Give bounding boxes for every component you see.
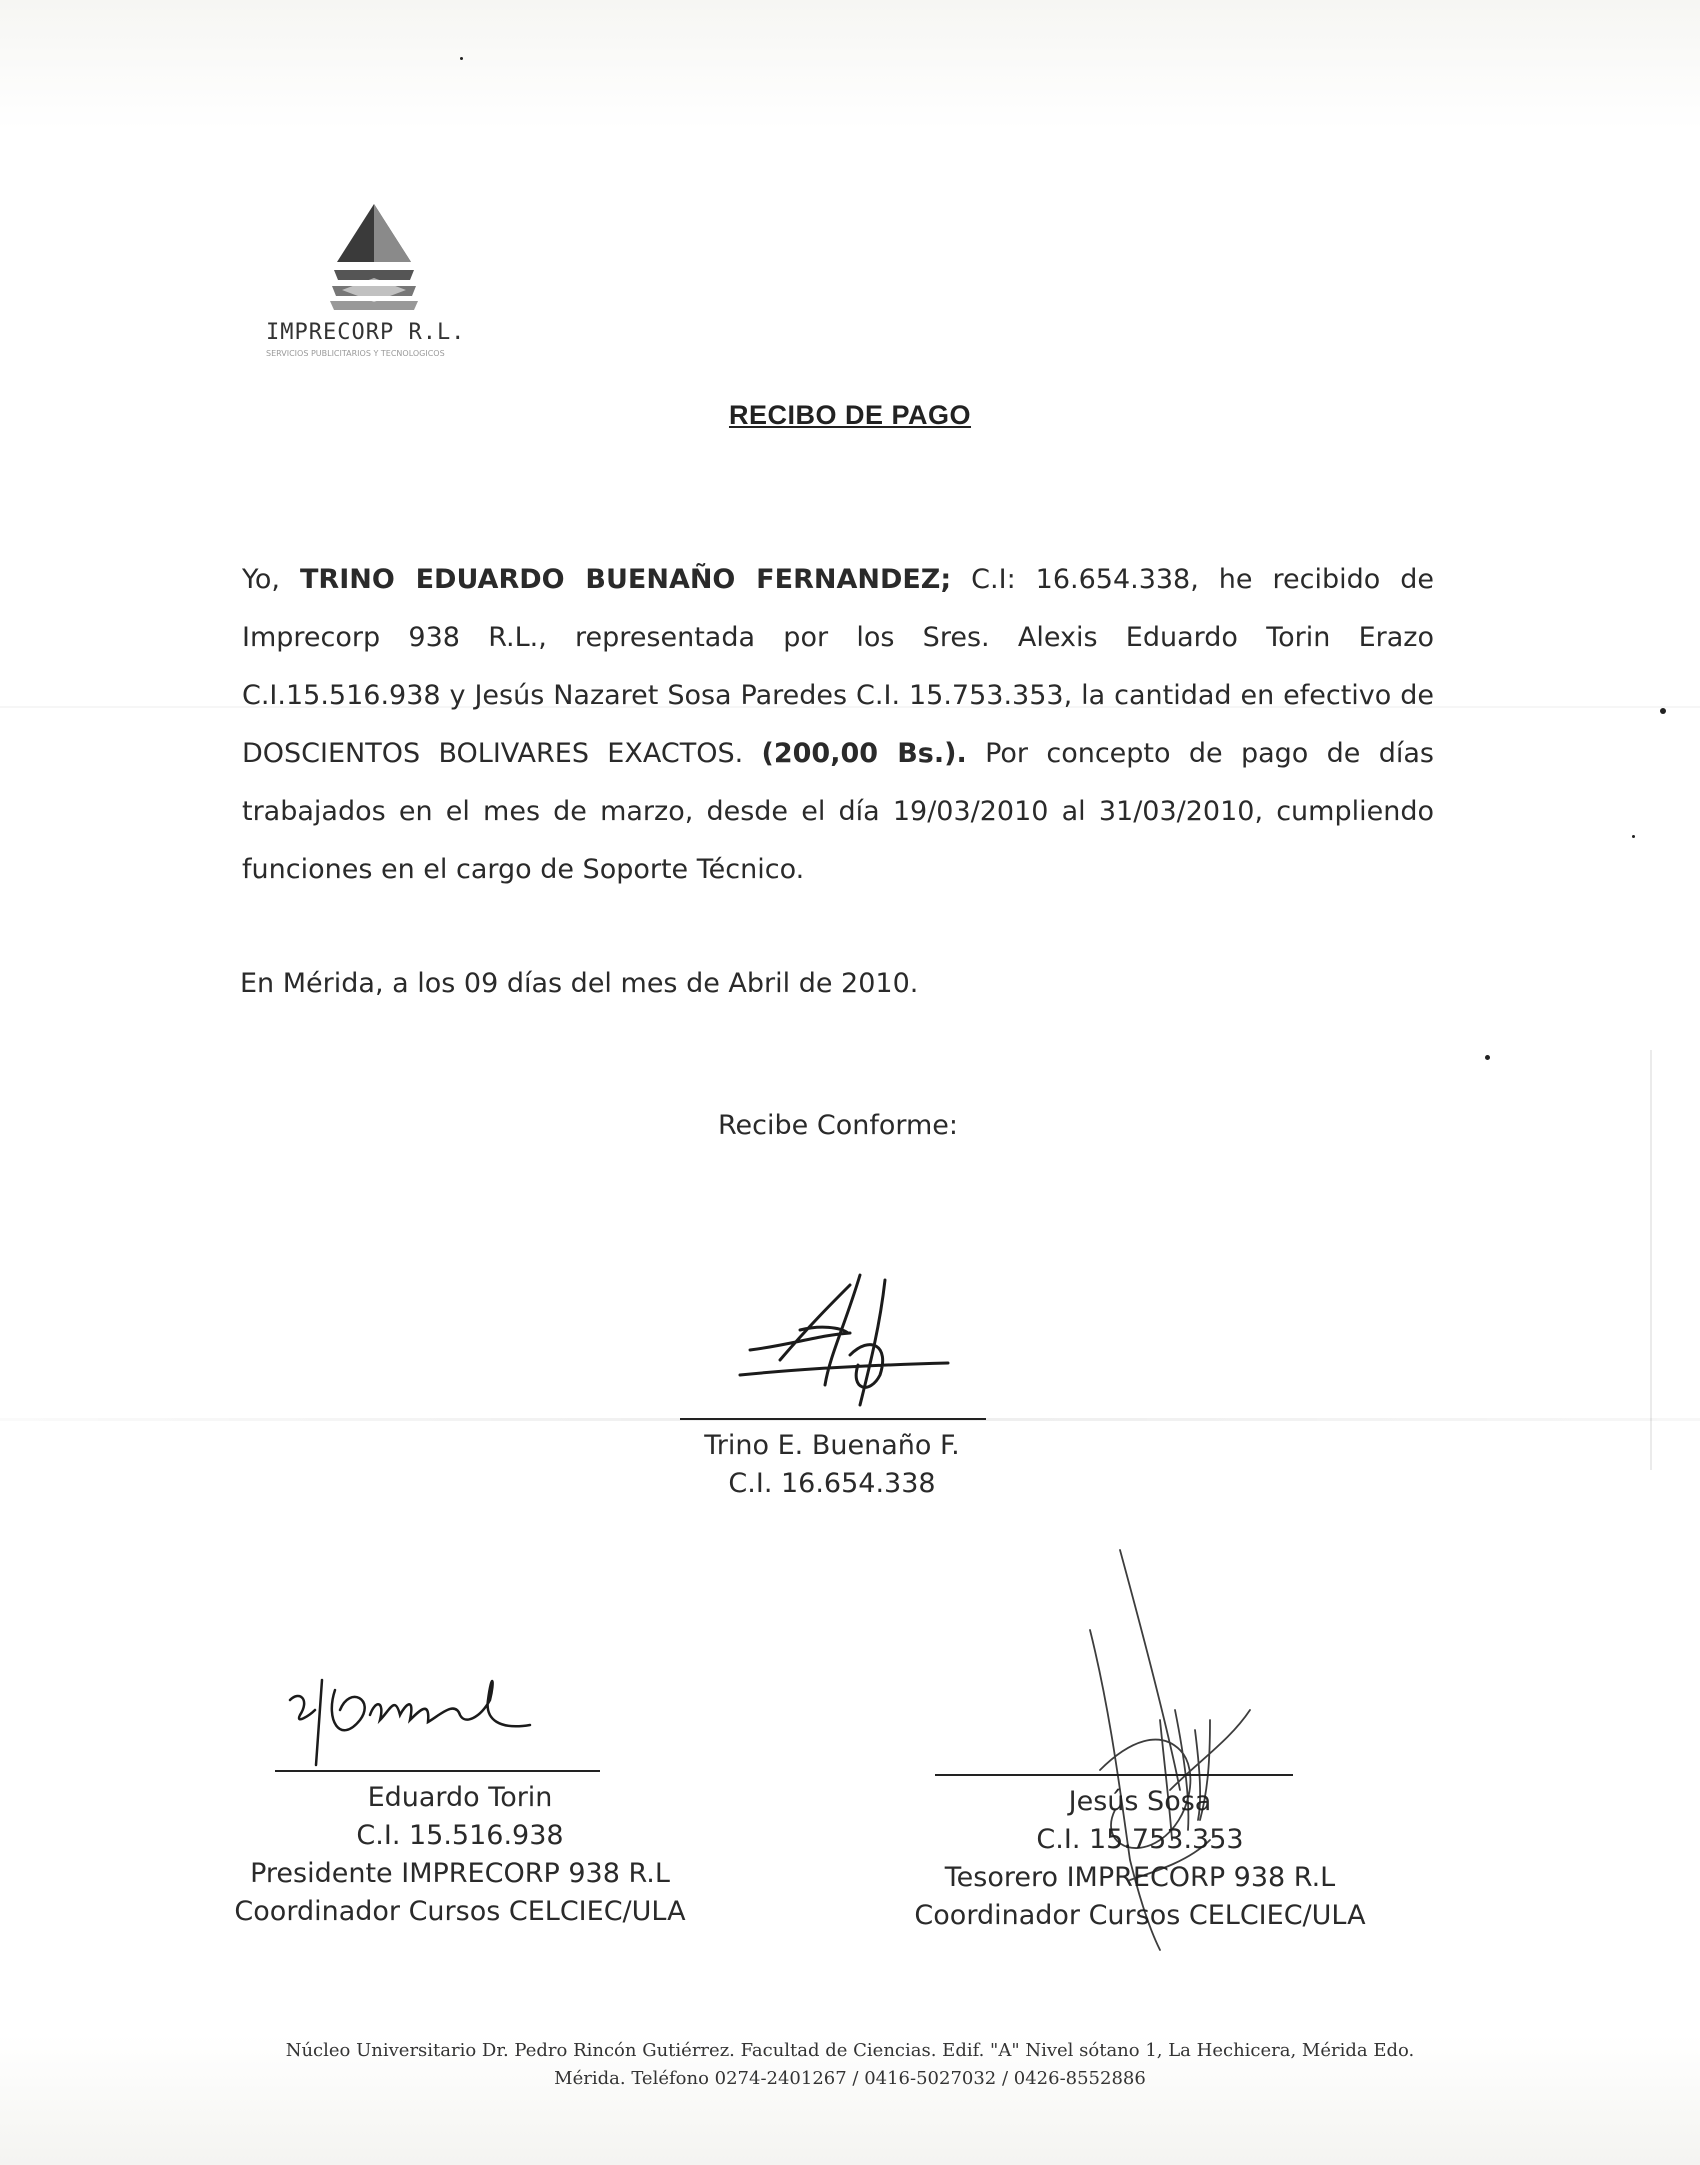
- treasurer-ci: C.I. 15.753.353: [1036, 1824, 1244, 1855]
- receipt-paragraph: [242, 551, 1434, 899]
- paper-speck: [460, 57, 463, 60]
- paragraph-text-concept: Por concepto de pago de días trabajados en el mes de marzo, desde el día 19/03/2010 al 31/03/2010, cumpliendo funciones en el cargo de Soporte Técnico.: [242, 738, 1434, 885]
- recibe-conforme-label: Recibe Conforme:: [718, 1110, 958, 1141]
- page-footer: [200, 2037, 1500, 2093]
- date-line: En Mérida, a los 09 días del mes de Abril de 2010.: [240, 968, 919, 999]
- paper-speck: [1632, 835, 1635, 838]
- treasurer-signature-scribble: [1060, 1540, 1260, 1960]
- president-signature-block: [200, 1779, 720, 1931]
- recipient-ci: C.I. 16.654.338: [728, 1468, 936, 1499]
- paragraph-text: C.I: 16.654.338, he recibido de Imprecorp 938 R.L., representada por los Sres. Alexis Eduardo Torin Erazo C.I.15.516.938 y Jesús Nazaret Sosa Paredes C.I. 15.753.353, la cantidad en efectivo de DOSCIENTOS BOLIVARES EXACTOS.: [242, 564, 1434, 769]
- paper-crease: [1650, 1050, 1652, 1470]
- paper-speck: [1660, 708, 1666, 714]
- recipient-signature-block: [600, 1427, 1064, 1503]
- paragraph-opening: Yo,: [242, 564, 281, 595]
- president-name: Eduardo Torin: [367, 1782, 553, 1813]
- recipient-name: Trino E. Buenaño F.: [704, 1430, 960, 1461]
- treasurer-name: Jesús Sosa: [1068, 1786, 1212, 1817]
- president-role: Presidente IMPRECORP 938 R.L: [250, 1858, 670, 1889]
- document-title: RECIBO DE PAGO: [728, 400, 972, 430]
- footer-phones: Mérida. Teléfono 0274-2401267 / 0416-5027032 / 0426-8552886: [554, 2068, 1146, 2089]
- company-logo: [262, 200, 502, 360]
- logo-tagline: SERVICIOS PUBLICITARIOS Y TECNOLOGICOS: [266, 349, 445, 358]
- president-ci: C.I. 15.516.938: [356, 1820, 564, 1851]
- amount-text: (200,00 Bs.).: [761, 738, 967, 769]
- footer-address: Núcleo Universitario Dr. Pedro Rincón Gutiérrez. Facultad de Ciencias. Edif. "A" Nivel sótano 1, La Hechicera, Mérida Edo.: [285, 2040, 1415, 2061]
- treasurer-role-2: Coordinador Cursos CELCIEC/ULA: [914, 1900, 1366, 1931]
- paper-speck: [1485, 1055, 1490, 1060]
- recipient-signature-scribble: [730, 1265, 960, 1425]
- treasurer-role: Tesorero IMPRECORP 938 R.L: [944, 1862, 1336, 1893]
- recipient-full-name: TRINO EDUARDO BUENAÑO FERNANDEZ;: [300, 564, 952, 595]
- recipient-signature-line: [680, 1418, 986, 1420]
- president-signature-scribble: [280, 1660, 570, 1770]
- president-signature-line: [275, 1770, 600, 1772]
- pyramid-logo-icon: [262, 200, 502, 320]
- president-role-2: Coordinador Cursos CELCIEC/ULA: [234, 1896, 686, 1927]
- logo-name: IMPRECORP R.L.: [266, 320, 466, 345]
